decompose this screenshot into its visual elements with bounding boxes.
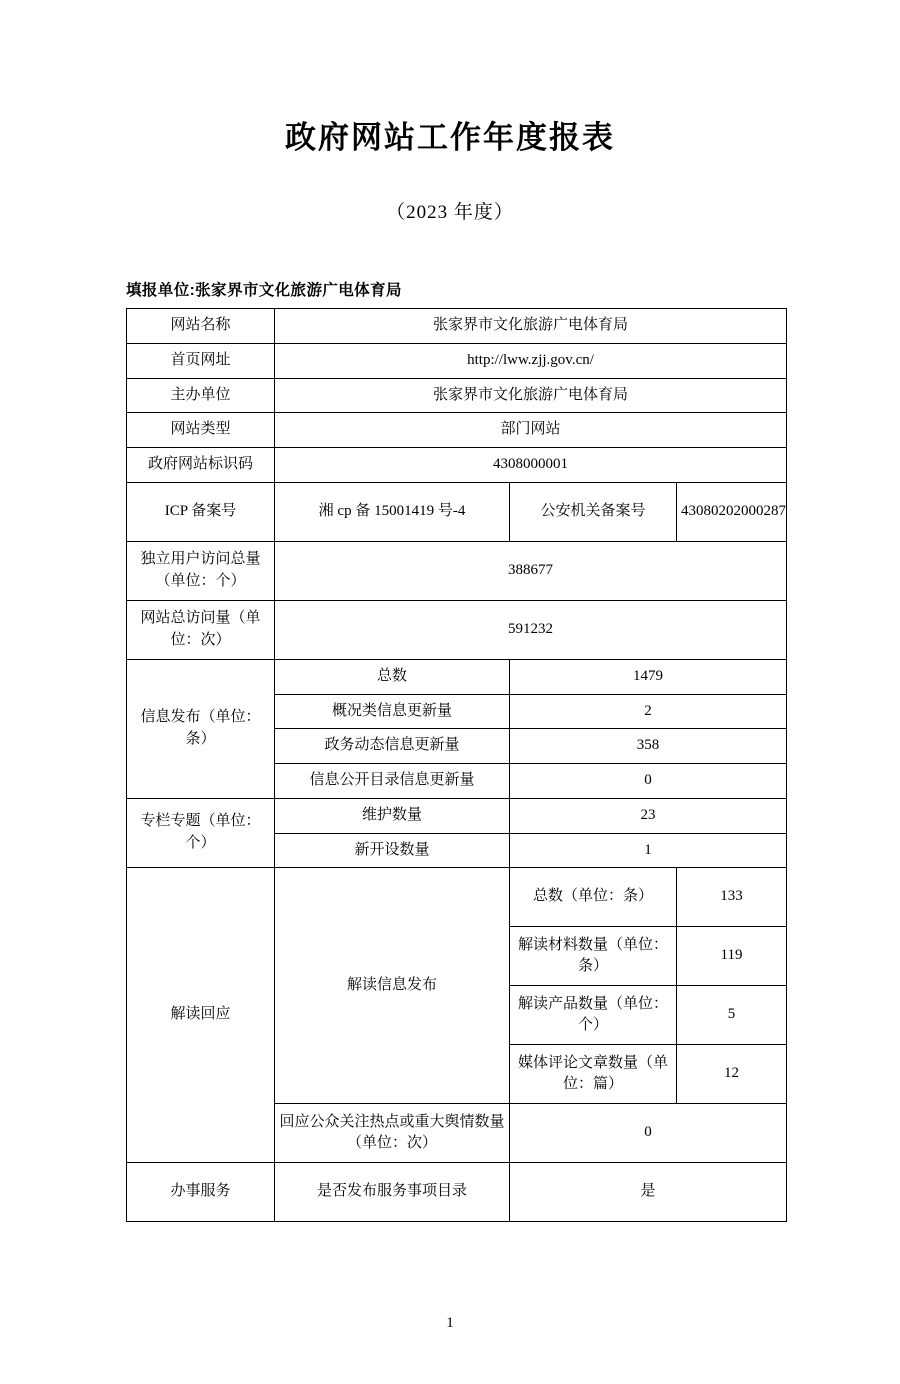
homepage-value: http://lww.zjj.gov.cn/ — [275, 343, 787, 378]
table-row — [127, 413, 787, 448]
info-publish-item-value: 2 — [510, 694, 787, 729]
page-title: 政府网站工作年度报表 — [285, 120, 615, 155]
icp-value: 湘 cp 备 15001419 号-4 — [275, 482, 510, 541]
organizer-label: 主办单位 — [127, 378, 275, 413]
total-visits-label: 网站总访问量（单位：次） — [127, 600, 275, 659]
site-code-value: 4308000001 — [275, 448, 787, 483]
response-label: 回应公众关注热点或重大舆情数量（单位：次） — [275, 1104, 510, 1163]
column-topic-item-value: 1 — [510, 833, 787, 868]
filler-unit-label: 填报单位:张家界市文化旅游广电体育局 — [126, 282, 402, 299]
table-row — [127, 1163, 787, 1222]
interpretation-item-value: 133 — [677, 868, 787, 927]
table-row — [127, 868, 787, 927]
page-number: 1 — [446, 1315, 454, 1331]
info-publish-item-name: 政务动态信息更新量 — [275, 729, 510, 764]
table-row — [127, 659, 787, 694]
interpretation-item-name: 解读材料数量（单位：条） — [510, 927, 677, 986]
site-type-value: 部门网站 — [275, 413, 787, 448]
police-record-value: 43080202000287 — [677, 482, 787, 541]
table-row — [127, 600, 787, 659]
icp-label: ICP 备案号 — [127, 482, 275, 541]
info-publish-item-value: 358 — [510, 729, 787, 764]
column-topic-item-name: 维护数量 — [275, 798, 510, 833]
page-subtitle: （2023 年度） — [386, 202, 514, 223]
homepage-label: 首页网址 — [127, 343, 275, 378]
service-label: 办事服务 — [127, 1163, 275, 1222]
table-row — [127, 482, 787, 541]
unique-visitors-label: 独立用户访问总量（单位：个） — [127, 541, 275, 600]
info-publish-label: 信息发布（单位：条） — [127, 659, 275, 798]
interpretation-item-name: 媒体评论文章数量（单位：篇） — [510, 1045, 677, 1104]
site-type-label: 网站类型 — [127, 413, 275, 448]
response-value: 0 — [510, 1104, 787, 1163]
table-row — [127, 343, 787, 378]
service-item-value: 是 — [510, 1163, 787, 1222]
unique-visitors-value: 388677 — [275, 541, 787, 600]
interpretation-item-name: 解读产品数量（单位：个） — [510, 986, 677, 1045]
info-publish-item-value: 1479 — [510, 659, 787, 694]
info-publish-item-name: 概况类信息更新量 — [275, 694, 510, 729]
annual-report-table — [126, 308, 787, 1222]
interpretation-item-name: 总数（单位：条） — [510, 868, 677, 927]
table-row — [127, 378, 787, 413]
interpretation-publish-label: 解读信息发布 — [275, 868, 510, 1104]
interpretation-item-value: 119 — [677, 927, 787, 986]
document-page — [0, 112, 900, 1384]
info-publish-item-value: 0 — [510, 764, 787, 799]
table-row — [127, 541, 787, 600]
site-name-label: 网站名称 — [127, 309, 275, 344]
interpretation-label: 解读回应 — [127, 868, 275, 1163]
interpretation-item-value: 5 — [677, 986, 787, 1045]
column-topic-item-value: 23 — [510, 798, 787, 833]
organizer-value: 张家界市文化旅游广电体育局 — [275, 378, 787, 413]
info-publish-item-name: 信息公开目录信息更新量 — [275, 764, 510, 799]
table-row — [127, 448, 787, 483]
service-item-name: 是否发布服务事项目录 — [275, 1163, 510, 1222]
table-row — [127, 309, 787, 344]
table-row — [127, 798, 787, 833]
column-topic-label: 专栏专题（单位：个） — [127, 798, 275, 868]
info-publish-item-name: 总数 — [275, 659, 510, 694]
site-name-value: 张家界市文化旅游广电体育局 — [275, 309, 787, 344]
total-visits-value: 591232 — [275, 600, 787, 659]
interpretation-item-value: 12 — [677, 1045, 787, 1104]
site-code-label: 政府网站标识码 — [127, 448, 275, 483]
column-topic-item-name: 新开设数量 — [275, 833, 510, 868]
police-record-label: 公安机关备案号 — [510, 482, 677, 541]
